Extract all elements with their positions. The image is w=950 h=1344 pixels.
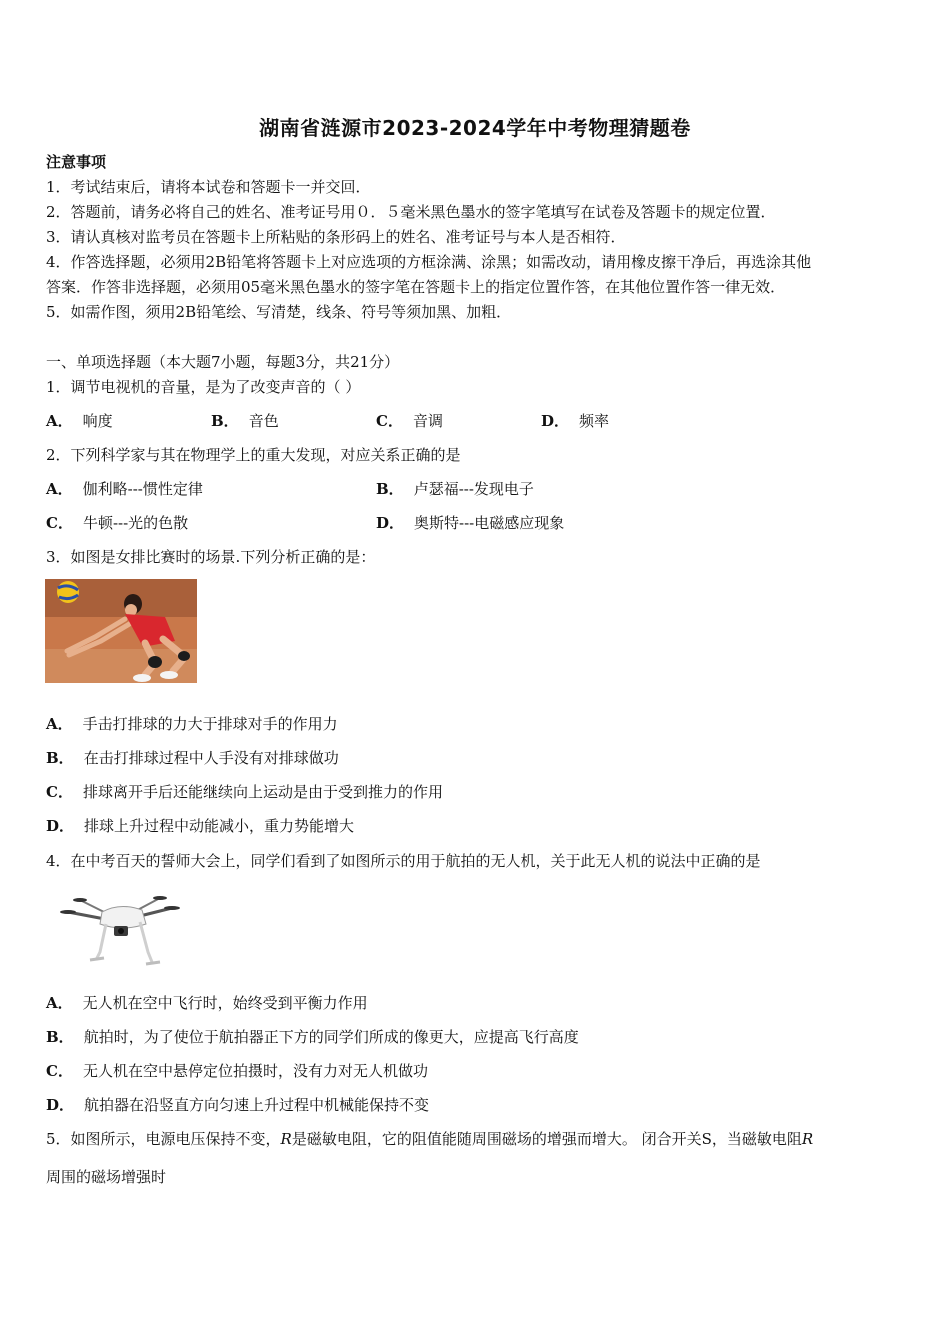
q5-text-part: 5．如图所示，电源电压保持不变， [46,1130,281,1148]
option-text: 奥斯特---电磁感应现象 [414,514,565,532]
q5-resistor-symbol: R [280,1130,292,1148]
q5-resistor-symbol: R [801,1130,814,1148]
notice-item: 3．请认真核对监考员在答题卡上所粘贴的条形码上的姓名、准考证号与本人是否相符． [46,228,626,246]
page-title: 湖南省涟源市2023-2024学年中考物理猜题卷 [259,116,691,140]
option-text: 牛顿---光的色散 [82,514,189,532]
option-letter: B． [211,412,239,430]
question-4-stem: 4．在中考百天的誓师大会上，同学们看到了如图所示的用于航拍的无人机，关于此无人机的说法中正确的是 [46,852,761,870]
option-letter: C． [46,1062,73,1080]
q2-option-d [376,513,564,533]
option-text: 排球离开手后还能继续向上运动是由于受到推力的作用 [82,783,443,801]
option-text: 频率 [579,412,610,430]
q3-option-c [46,782,443,802]
option-letter: D． [46,1096,75,1114]
option-letter: D． [541,412,570,430]
q3-option-d [46,816,354,836]
notice-item: 答案．作答非选择题，必须用05毫米黑色墨水的签字笔在答题卡上的指定位置作答，在其他位置作答一律无效． [46,278,786,296]
notice-heading: 注意事项 [46,153,107,171]
q5-text-part: 是磁敏电阻，它的阻值能随周围磁场的增强而增大。 闭合开关S，当磁敏电阻 [291,1130,802,1148]
option-text: 在击打排球过程中人手没有对排球做功 [83,749,339,767]
q3-option-a [46,714,338,734]
option-letter: A． [46,412,73,430]
drone-icon [60,890,180,970]
q1-option-a [46,411,113,431]
option-letter: B． [46,1028,74,1046]
q1-option-b [211,411,279,431]
section-heading: 一、单项选择题（本大题7小题，每题3分，共21分） [46,353,400,371]
option-text: 响度 [82,412,113,430]
question-3-stem: 3．如图是女排比赛时的场景.下列分析正确的是： [46,548,376,566]
option-text: 排球上升过程中动能减小，重力势能增大 [84,817,355,835]
option-letter: D． [376,514,405,532]
q2-option-c [46,513,188,533]
option-text: 伽利略---惯性定律 [82,480,203,498]
volleyball-scene-icon [45,579,197,683]
option-text: 手击打排球的力大于排球对手的作用力 [82,715,338,733]
option-letter: C． [46,514,73,532]
option-text: 航拍器在沿竖直方向匀速上升过程中机械能保持不变 [84,1096,430,1114]
notice-item: 2．答题前，请务必将自己的姓名、准考证号用０．５毫米黑色墨水的签字笔填写在试卷及答题卡的规定位置． [46,203,776,221]
question-5-stem-line1 [46,1129,813,1149]
q2-option-b [376,479,534,499]
q4-option-d [46,1095,429,1115]
notice-item: 1．考试结束后，请将本试卷和答题卡一并交回． [46,178,371,196]
q1-option-d [541,411,609,431]
q1-option-c [376,411,443,431]
option-letter: C． [376,412,403,430]
option-text: 航拍时，为了使位于航拍器正下方的同学们所成的像更大，应提高飞行高度 [83,1028,579,1046]
question-1-stem: 1．调节电视机的音量，是为了改变声音的（ ） [46,378,361,396]
option-text: 音色 [248,412,279,430]
q4-option-b [46,1027,579,1047]
option-letter: A． [46,994,73,1012]
option-letter: D． [46,817,75,835]
q4-option-c [46,1061,428,1081]
volleyball-player-image [45,579,197,683]
q4-option-a [46,993,368,1013]
question-2-stem: 2．下列科学家与其在物理学上的重大发现，对应关系正确的是 [46,446,461,464]
option-text: 卢瑟福---发现电子 [413,480,534,498]
q2-option-a [46,479,203,499]
notice-item: 5．如需作图，须用2B铅笔绘、写清楚，线条、符号等须加黑、加粗． [46,303,512,321]
option-text: 音调 [412,412,443,430]
option-text: 无人机在空中悬停定位拍摄时，没有力对无人机做功 [82,1062,428,1080]
notice-item: 4．作答选择题，必须用2B铅笔将答题卡上对应选项的方框涂满、涂黑；如需改动，请用橡皮擦干净后，再选涂其他 [46,253,812,271]
q3-option-b [46,748,339,768]
option-letter: B． [376,480,404,498]
drone-image [60,890,180,970]
option-letter: B． [46,749,74,767]
option-text: 无人机在空中飞行时，始终受到平衡力作用 [82,994,368,1012]
option-letter: A． [46,715,73,733]
question-5-stem-line2: 周围的磁场增强时 [46,1168,167,1186]
option-letter: C． [46,783,73,801]
option-letter: A． [46,480,73,498]
